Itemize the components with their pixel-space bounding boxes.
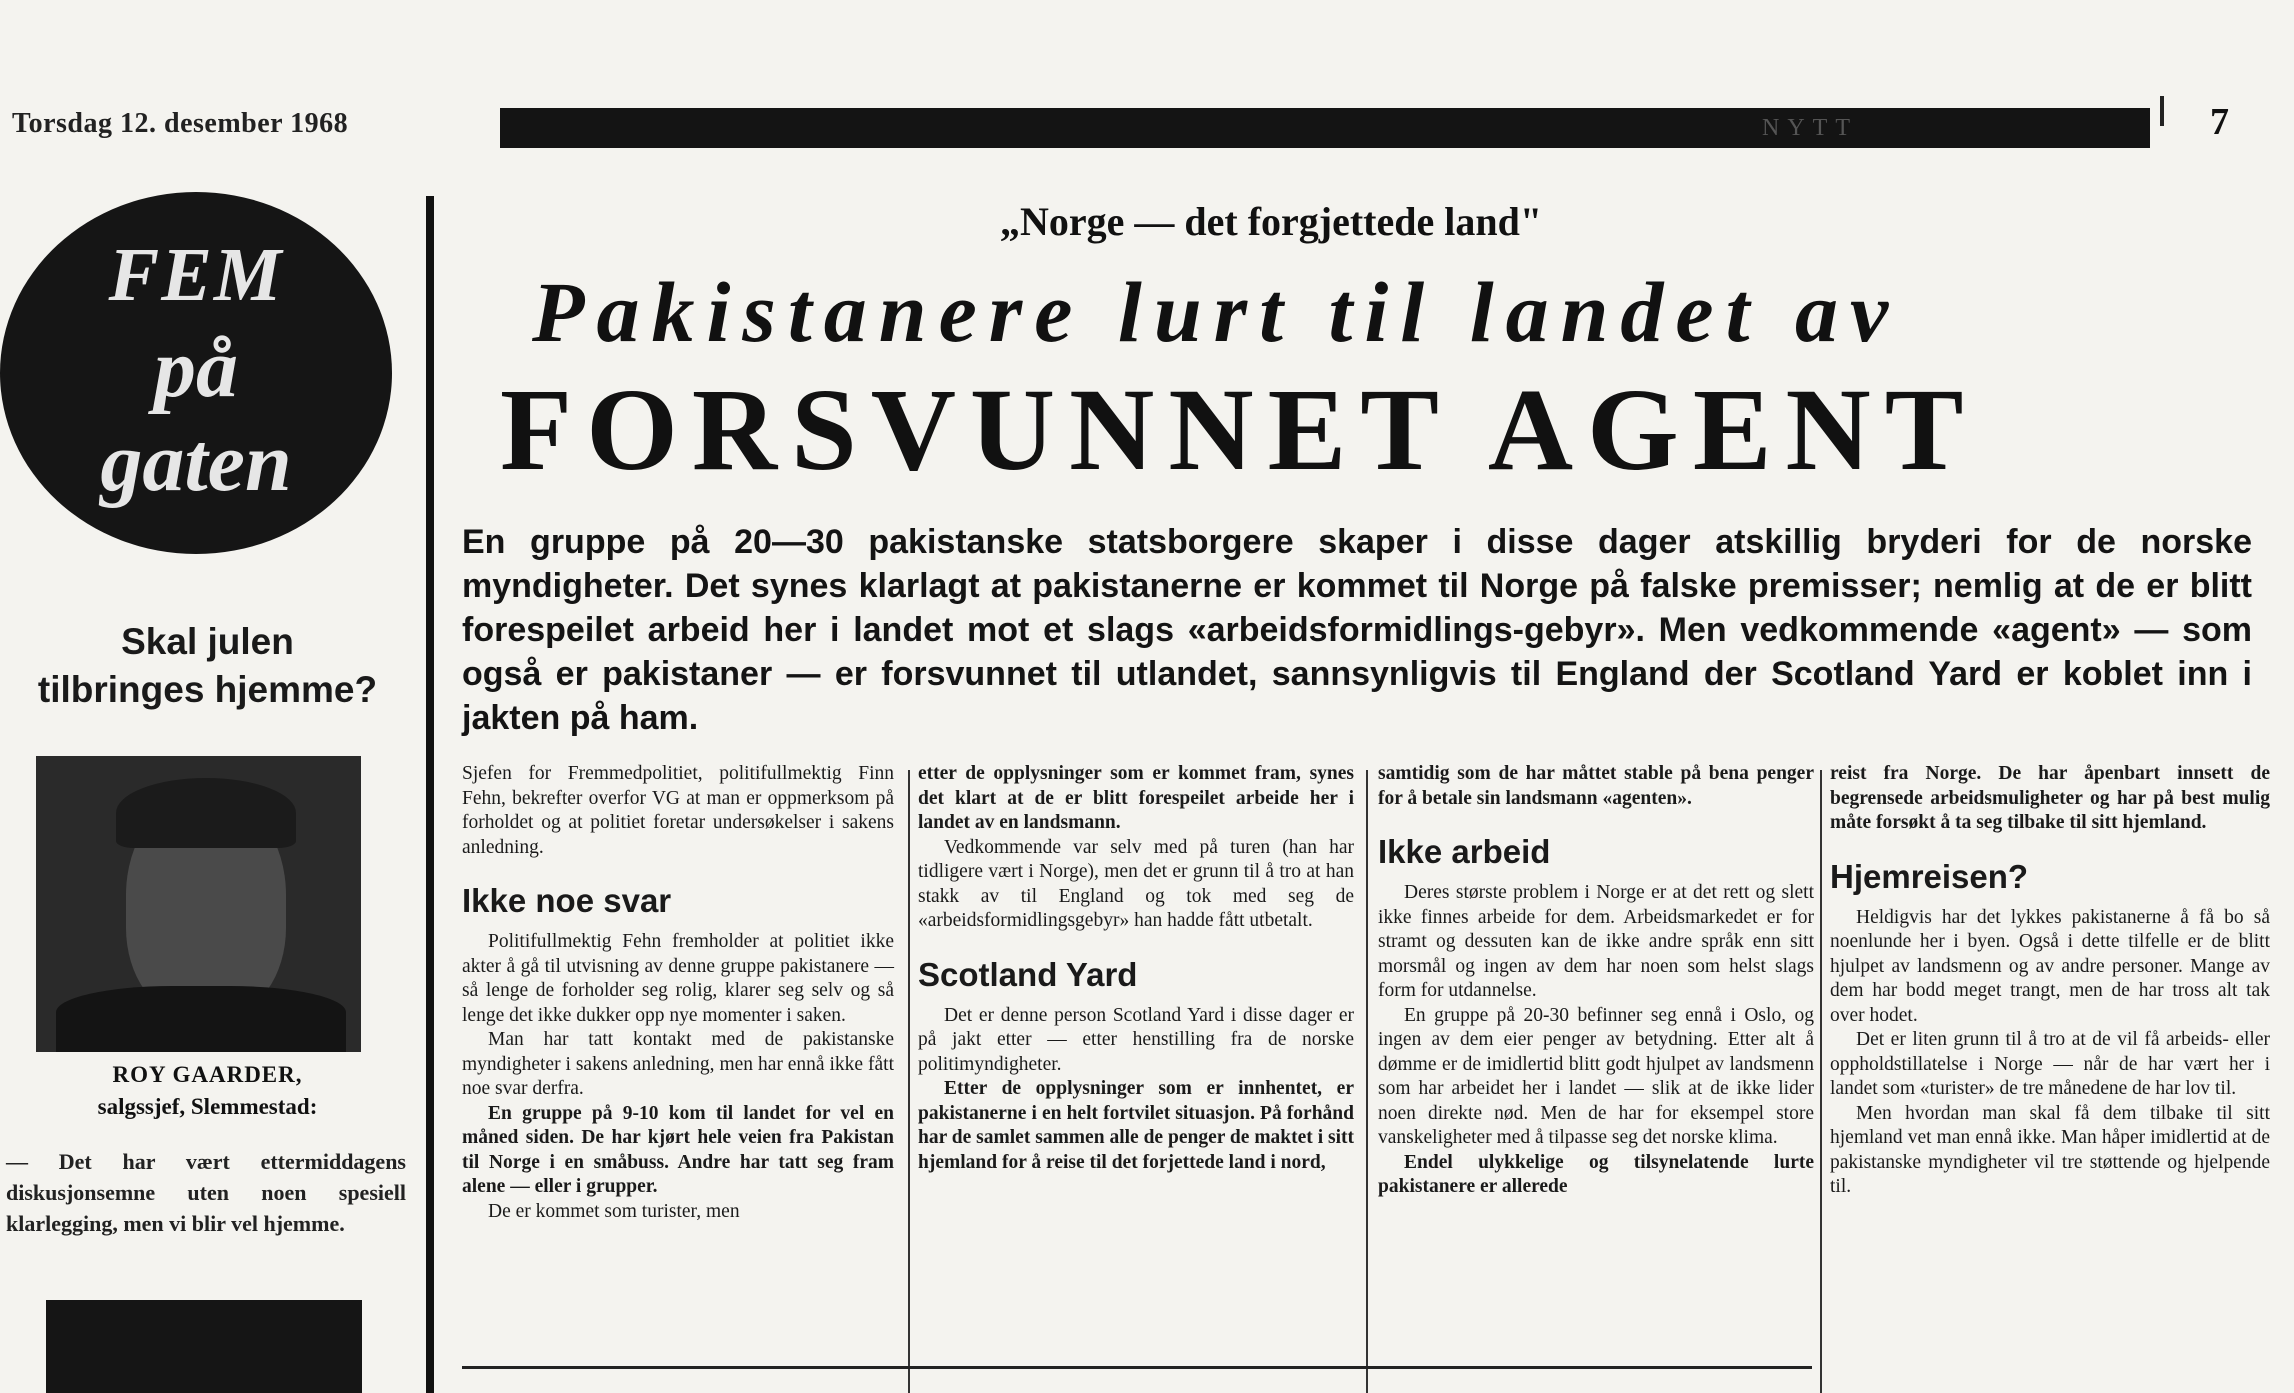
column-rule xyxy=(1820,770,1822,1393)
masthead-date: Torsdag 12. desember 1968 xyxy=(12,108,349,139)
question-line-1: Skal julen xyxy=(121,621,294,662)
paragraph: De er kommet som turister, men xyxy=(488,1200,740,1222)
paragraph: etter de opplysninger som er kommet fram, synes det klart at de er blitt forespeilet arbeide her i landet av en landsmann. xyxy=(918,763,1354,833)
photo-caption-role: salgssjef, Slemmestad: xyxy=(97,1094,318,1119)
subheading: Ikke arbeid xyxy=(1378,833,1551,870)
paragraph: Man har tatt kontakt med de pakistanske myndigheter i sakens anledning, men har ennå ikke fått noe svar derfra. xyxy=(462,1029,894,1099)
paragraph: Det er denne person Scotland Yard i disse dager er på jakt etter — etter henstilling fra de norske politimyndigheter. xyxy=(918,1004,1354,1075)
sidebar-quote: — Det har vært ettermiddagens diskusjonsemne uten noen spesiell klarlegging, men vi blir vel hjemme. xyxy=(6,1149,406,1236)
column-rule xyxy=(908,770,910,1393)
photo-caption-name: ROY GAARDER, xyxy=(112,1062,303,1087)
paragraph: En gruppe på 9-10 kom til landet for vel en måned siden. De har kjørt hele veien fra Pakistan til Norge i en småbuss. Andre har tatt seg fram alene — eller i grupper. xyxy=(462,1102,894,1197)
paragraph: En gruppe på 20-30 befinner seg ennå i Oslo, og ingen av dem eier penger av betydning. Etter alt å dømme er de imidlertid blitt godt hjulpet av landsmenn som har arbeidet her i landet — slik at de ikke lider noen direkte nød. Men de har for eksempel store vanskeligheter med å tilpasse seg det norske klima. xyxy=(1378,1004,1814,1148)
article-column-2 xyxy=(918,762,1354,1175)
article-lead: En gruppe på 20—30 pakistanske statsborgere skaper i disse dager atskillig bryderi for de norske myndigheter. Det synes klarlagt at pakistanerne er kommet til Norge på falske premisser; nemlig at de er blitt forespeilet arbeid her i landet mot et slags «arbeidsformidlings-gebyr». Men vedkommende «agent» — som også er pakistaner — er forsvunnet til utlandet, sannsynligvis til England der Scotland Yard er koblet inn i jakten på ham. xyxy=(462,523,2252,737)
badge-line-1: FEM xyxy=(108,233,284,317)
paragraph: Etter de opplysninger som er innhentet, er pakistanerne i en helt fortvilet situasjon. På forhånd har de samlet sammen alle de penger de maktet i sitt hjemland for å reise til det forjettede land i nord, xyxy=(918,1078,1354,1173)
portrait-hair xyxy=(116,778,296,848)
sidebar-question xyxy=(0,618,415,714)
second-portrait-photo xyxy=(46,1300,362,1393)
bottom-rule xyxy=(462,1366,1812,1369)
paragraph: Men hvordan man skal få dem tilbake til sitt hjemland vet man ennå ikke. Man håper imidlertid at de pakistanske myndigheter vil tre støttende og hjelpende til. xyxy=(1830,1102,2270,1197)
article-column-3 xyxy=(1378,762,1814,1200)
article-column-4 xyxy=(1830,762,2270,1200)
subheading: Scotland Yard xyxy=(918,955,1138,993)
article-kicker: „Norge — det forgjettede land" xyxy=(1000,199,1543,244)
paragraph: Sjefen for Fremmedpolitiet, politifullmektig Finn Fehn, bekrefter overfor VG at man er oppmerksom på forholdet og at politiet foretar undersøkelser i sakens anledning. xyxy=(462,763,894,858)
paragraph: samtidig som de har måttet stable på bena penger for å betale sin landsmann «agenten». xyxy=(1378,763,1814,809)
column-rule xyxy=(1366,770,1368,1393)
page-number: 7 xyxy=(2210,101,2229,143)
paragraph: Endel ulykkelige og tilsynelatende lurte pakistanere er allerede xyxy=(1378,1151,1814,1197)
subheading: Hjemreisen? xyxy=(1830,857,2029,895)
masthead-section-label: NYTT xyxy=(1762,115,1858,141)
paragraph: Vedkommende var selv med på turen (han har tidligere vært i Norge), men det er grunn til å tro at han stakk av til England og tok med seg de «arbeidsformidlingsgebyr» han hadde fått utbetalt. xyxy=(918,836,1354,931)
portrait-shoulders xyxy=(56,986,346,1052)
column-divider-main xyxy=(426,196,434,1393)
fem-pa-gaten-badge xyxy=(0,192,392,554)
headline-line-2: FORSVUNNET AGENT xyxy=(500,364,1978,495)
paragraph: reist fra Norge. De har åpenbart innsett de begrensede arbeidsmuligheter og har på best mulig måte forsøkt å ta seg tilbake til sitt hjemland. xyxy=(1830,763,2270,833)
badge-line-3: gaten xyxy=(100,416,292,509)
portrait-photo xyxy=(36,756,361,1052)
paragraph: Heldigvis har det lykkes pakistanerne å få bo så noenlunde her i byen. Også i dette tilfelle er de blitt hjulpet av landsmenn og av andre personer. Mange av dem har bodd meget trangt, men de har tross alt tak over hodet. xyxy=(1830,906,2270,1026)
headline-line-1: Pakistanere lurt til landet av xyxy=(532,264,1901,360)
paragraph: Det er liten grunn til å tro at de vil få arbeids- eller oppholdstillatelse i Norge — når de har vært her i landet som «turister» de tre månedene de har lov til. xyxy=(1830,1029,2270,1099)
subheading: Ikke noe svar xyxy=(462,882,672,919)
paragraph: Deres største problem i Norge er at det rett og slett ikke finnes arbeide for dem. Arbeidsmarkedet er for stramt og dessuten kan de ikke andre språk enn sitt morsmål og ingen av dem har noen som helst slags form for utdannelse. xyxy=(1378,882,1814,1001)
article-column-1 xyxy=(462,762,894,1224)
badge-line-2: på xyxy=(154,322,238,415)
masthead-divider xyxy=(2160,96,2164,126)
paragraph: Politifullmektig Fehn fremholder at politiet ikke akter å gå til utvisning av denne gruppe pakistanere — så lenge de forholder seg rolig, klarer seg selv og så lenge det ikke dukker opp nye momenter i saken. xyxy=(462,931,894,1026)
question-line-2: tilbringes hjemme? xyxy=(37,669,378,710)
